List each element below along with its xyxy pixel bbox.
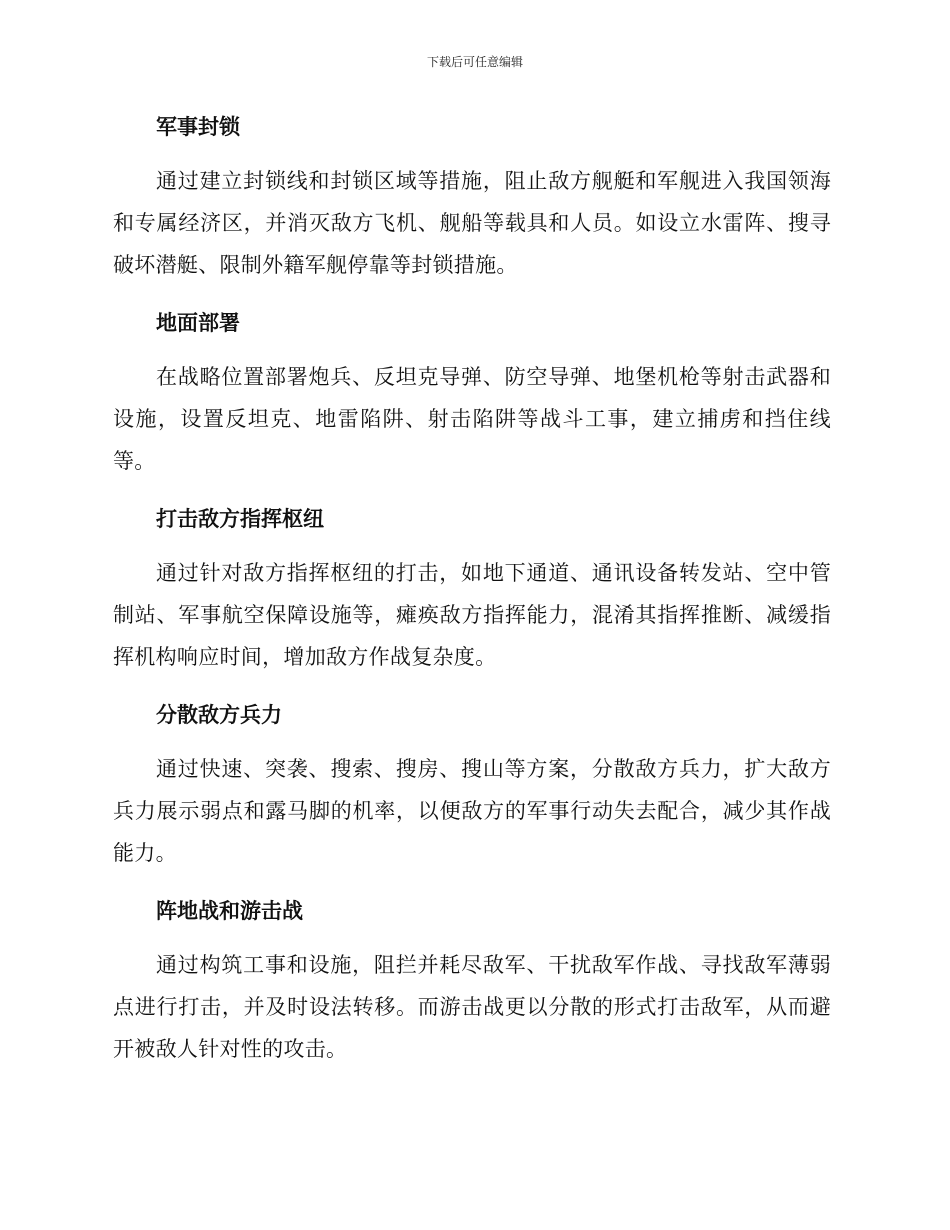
section-paragraph: 在战略位置部署炮兵、反坦克导弹、防空导弹、地堡机枪等射击武器和设施，设置反坦克、地雷陷阱、射击陷阱等战斗工事，建立捕虏和挡住线等。 [113, 365, 831, 473]
section-heading: 打击敌方指挥枢纽 [156, 506, 324, 531]
page-header: 下载后可任意编辑 [426, 55, 523, 69]
document-content [113, 110, 831, 1090]
section-heading: 地面部署 [156, 310, 240, 335]
section-paragraph: 通过快速、突袭、搜索、搜房、搜山等方案，分散敌方兵力，扩大敌方兵力展示弱点和露马脚的机率，以便敌方的军事行动失去配合，减少其作战能力。 [113, 757, 831, 865]
section-paragraph: 通过建立封锁线和封锁区域等措施，阻止敌方舰艇和军舰进入我国领海和专属经济区，并消灭敌方飞机、舰船等载具和人员。如设立水雷阵、搜寻破坏潜艇、限制外籍军舰停靠等封锁措施。 [113, 169, 831, 277]
section-heading: 军事封锁 [156, 114, 240, 139]
section-paragraph: 通过针对敌方指挥枢纽的打击，如地下通道、通讯设备转发站、空中管制站、军事航空保障设施等，瘫痪敌方指挥能力，混淆其指挥推断、减缓指挥机构响应时间，增加敌方作战复杂度。 [113, 561, 831, 669]
section-heading: 阵地战和游击战 [156, 898, 303, 923]
section-paragraph: 通过构筑工事和设施，阻拦并耗尽敌军、干扰敌军作战、寻找敌军薄弱点进行打击，并及时设法转移。而游击战更以分散的形式打击敌军，从而避开被敌人针对性的攻击。 [113, 953, 831, 1061]
section-heading: 分散敌方兵力 [156, 702, 282, 727]
